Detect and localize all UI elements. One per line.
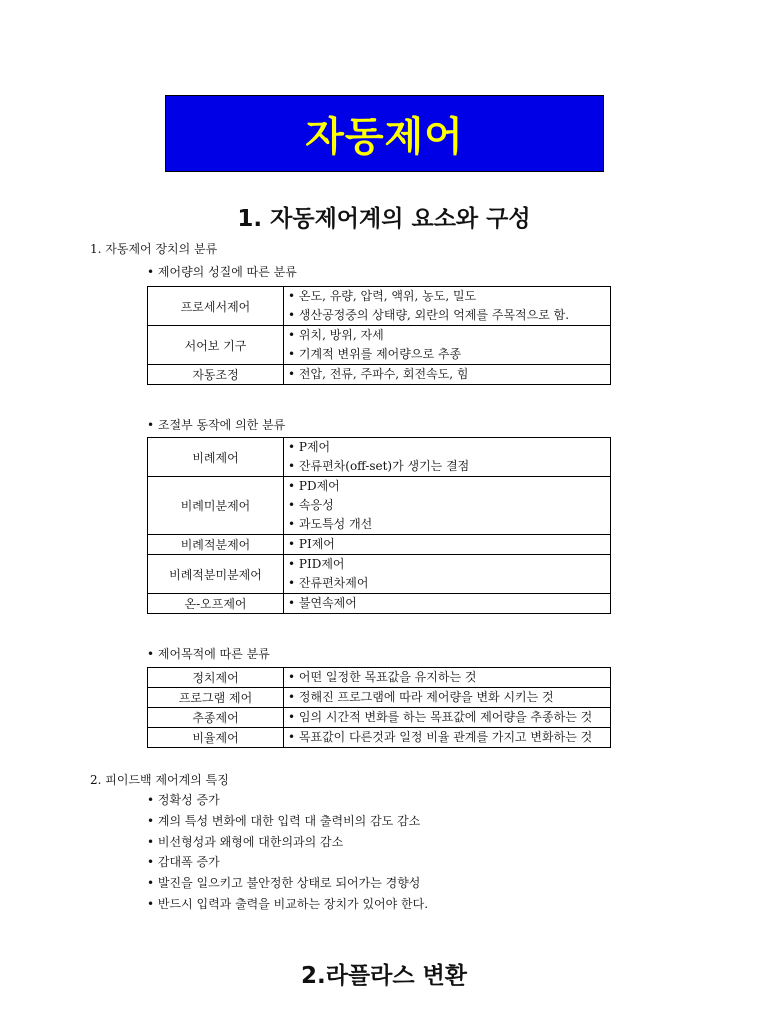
description-line: • 임의 시간적 변화를 하는 목표값에 제어량을 추종하는 것 [288,710,593,724]
section-1-title: 1. 자동제어 장치의 분류 [90,242,218,256]
row-description [284,326,611,365]
row-label: 비례미분제어 [148,477,284,535]
table-row [148,477,611,535]
description-line: • 온도, 유량, 압력, 액위, 농도, 밀도 [288,289,477,303]
row-label: 자동조정 [148,365,284,385]
row-label: 비례적분미분제어 [148,555,284,594]
row-description [284,728,611,748]
table-row [148,594,611,614]
description-line: • 불연속제어 [288,596,357,610]
row-description [284,477,611,535]
row-description [284,287,611,326]
table-row [148,668,611,688]
row-label: 비례적분제어 [148,535,284,555]
table-row [148,535,611,555]
table-row [148,326,611,365]
description-line: • 전압, 전류, 주파수, 회전속도, 힘 [288,367,469,381]
heading-2: 2.라플라스 변환 [300,963,468,989]
row-label: 추종제어 [148,708,284,728]
row-description [284,688,611,708]
description-line: • PID제어 [288,557,345,571]
description-line: • 어떤 일정한 목표값을 유지하는 것 [288,670,477,684]
table-controlled-variable [147,286,611,385]
banner-title: 자동제어 [305,114,464,160]
row-label: 온-오프제어 [148,594,284,614]
row-description [284,708,611,728]
list-item: • 정확성 증가 [147,793,220,807]
table-row [148,688,611,708]
table-control-purpose [147,667,611,748]
table-row [148,438,611,477]
table-row [148,365,611,385]
description-line: • 위치, 방위, 자세 [288,328,384,342]
row-description [284,555,611,594]
description-line: • 기계적 변위를 제어량으로 추종 [288,347,462,361]
description-line: • 속응성 [288,498,334,512]
row-label: 서어보 기구 [148,326,284,365]
description-line: • PD제어 [288,479,340,493]
row-label: 비율제어 [148,728,284,748]
description-line: • 잔류편차(off-set)가 생기는 결점 [288,459,470,473]
title-banner [165,95,604,172]
table-controller-action [147,437,611,614]
description-line: • 생산공정중의 상태량, 외란의 억제를 주목적으로 함. [288,308,570,322]
list-item: • 반드시 입력과 출력을 비교하는 장치가 있어야 한다. [147,896,429,911]
feature-list [147,790,428,915]
list-item: • 계의 특성 변화에 대한 입력 대 출력비의 감도 감소 [147,813,421,828]
subsection-2-title: • 조절부 동작에 의한 분류 [147,418,286,432]
row-label: 비례제어 [148,438,284,477]
section-2-title: 2. 피이드백 제어계의 특징 [90,773,229,787]
row-description [284,668,611,688]
row-description [284,535,611,555]
row-label: 프로세서제어 [148,287,284,326]
row-description [284,594,611,614]
row-label: 정치제어 [148,668,284,688]
list-item: • 감대폭 증가 [147,855,220,870]
row-label: 프로그램 제어 [148,688,284,708]
description-line: • 잔류편차제어 [288,576,369,590]
table-row [148,708,611,728]
description-line: • 과도특성 개선 [288,517,373,531]
subsection-3-title: • 제어목적에 따른 분류 [147,647,270,661]
heading-1: 1. 자동제어계의 요소와 구성 [237,206,531,232]
table-row [148,555,611,594]
table-row [148,728,611,748]
subsection-1-title: • 제어량의 성질에 따른 분류 [147,265,297,279]
description-line: • 정해진 프로그램에 따라 제어량을 변화 시키는 것 [288,690,554,704]
row-description [284,365,611,385]
description-line: • P제어 [288,440,331,454]
description-line: • 목표값이 다른것과 일정 비율 관계를 가지고 변화하는 것 [288,730,593,744]
list-item: • 발진을 일으키고 불안정한 상태로 되어가는 경향성 [147,876,421,891]
description-line: • PI제어 [288,537,335,551]
table-row [148,287,611,326]
list-item: • 비선형성과 왜형에 대한의과의 감소 [147,834,344,849]
row-description [284,438,611,477]
